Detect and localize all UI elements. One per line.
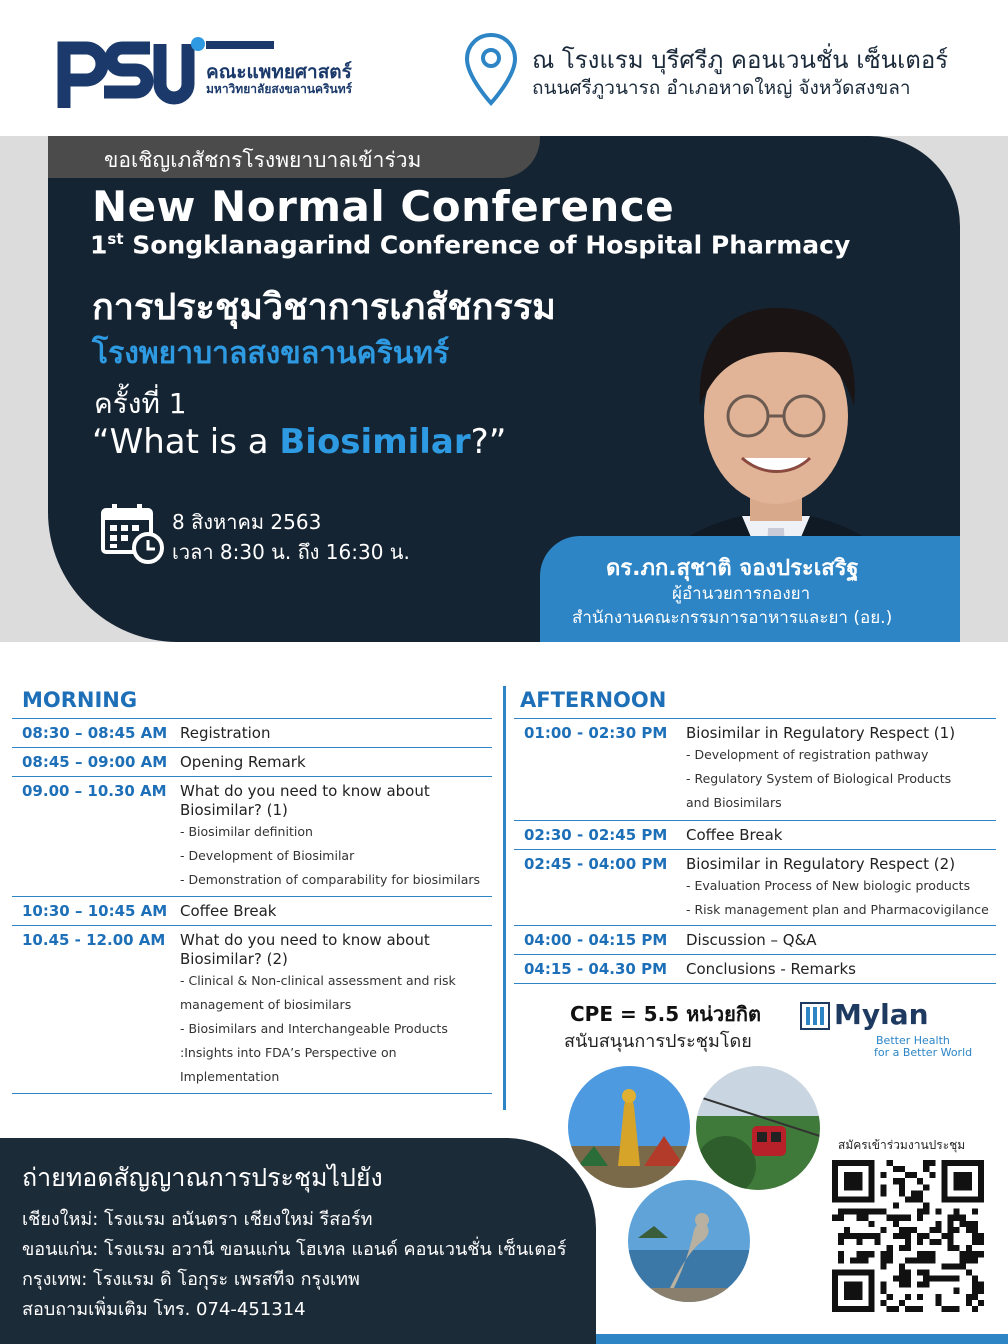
- cable-car-photo: [696, 1066, 820, 1190]
- sponsor-tagline-1: Better Health: [876, 1034, 950, 1047]
- thai-title: การประชุมวิชาการเภสัชกรรม: [92, 287, 556, 328]
- session-detail: Implementation: [180, 1069, 280, 1084]
- schedule-row: [12, 925, 492, 1093]
- session-detail: management of biosimilars: [180, 997, 352, 1012]
- calendar-clock-icon: [100, 502, 166, 566]
- session-time: 04:15 - 04.30 PM: [524, 960, 668, 978]
- session-title: Opening Remark: [180, 753, 306, 771]
- session-title: Coffee Break: [180, 902, 277, 920]
- topic-question: [92, 422, 506, 462]
- venue-line-2: ถนนศรีภูวนารถ อำเภอหาดใหญ่ จังหวัดสงขลา: [532, 77, 911, 99]
- registration-qr-code[interactable]: [832, 1160, 984, 1312]
- session-title: What do you need to know about: [180, 931, 430, 949]
- session-title: What do you need to know about: [180, 782, 430, 800]
- schedule-row: [514, 718, 996, 820]
- header: [0, 0, 1008, 136]
- hero-banner: [0, 136, 1008, 642]
- session-title: Registration: [180, 724, 271, 742]
- session-time: 10:30 – 10:45 AM: [22, 902, 168, 920]
- psu-logo: [56, 36, 206, 112]
- conference-subtitle: [90, 230, 850, 259]
- session-detail: - Biosimilars and Interchangeable Products: [180, 1021, 448, 1036]
- session-time: 02:30 - 02:45 PM: [524, 826, 668, 844]
- session-time: 08:30 – 08:45 AM: [22, 724, 168, 742]
- conference-title: New Normal Conference: [92, 182, 675, 231]
- speaker-role: ผู้อำนวยการกองยา: [672, 584, 811, 604]
- session-detail: - Development of Biosimilar: [180, 848, 355, 863]
- contact-phone: สอบถามเพิ่มเติม โทร. 074-451314: [22, 1299, 306, 1320]
- session-detail: - Biosimilar definition: [180, 824, 313, 839]
- session-title: Biosimilar? (2): [180, 950, 288, 968]
- venue-line-1: ณ โรงแรม บุรีศรีภู คอนเวนชั่น เซ็นเตอร์: [532, 46, 949, 74]
- column-divider: [503, 686, 506, 1110]
- topic-open: “What is a: [92, 422, 280, 462]
- session-detail: - Risk management plan and Pharmacovigilance: [686, 902, 989, 917]
- session-time: 09.00 – 10.30 AM: [22, 782, 167, 800]
- location-pin-icon: [464, 32, 518, 106]
- session-title: Biosimilar in Regulatory Respect (1): [686, 724, 956, 742]
- broadcast-khonkaen: ขอนแก่น: โรงแรม อวานี ขอนแก่น โฮเทล แอนด์ คอนเวนชั่น เซ็นเตอร์: [22, 1239, 567, 1260]
- session-detail: - Regulatory System of Biological Products: [686, 771, 952, 786]
- session-detail: :Insights into FDA’s Perspective on: [180, 1045, 397, 1060]
- session-title: Discussion – Q&A: [686, 931, 817, 949]
- schedule-bottom-rule: [12, 1093, 492, 1094]
- topic-highlight: Biosimilar: [279, 422, 471, 462]
- session-title: Biosimilar? (1): [180, 801, 288, 819]
- schedule-row: [514, 954, 996, 983]
- event-date: 8 สิงหาคม 2563: [172, 510, 322, 534]
- thai-edition: ครั้งที่ 1: [94, 387, 187, 420]
- mermaid-statue-photo: [628, 1180, 750, 1302]
- sponsor-name: Mylan: [834, 998, 929, 1031]
- speaker-organization: สำนักงานคณะกรรมการอาหารและยา (อย.): [572, 608, 893, 628]
- conference-ordinal: 1: [90, 230, 108, 260]
- afternoon-heading: AFTERNOON: [520, 688, 667, 712]
- invite-text: ขอเชิญเภสัชกรโรงพยาบาลเข้าร่วม: [104, 148, 422, 172]
- sponsor-label: สนับสนุนการประชุมโดย: [564, 1031, 752, 1052]
- bottom-stripe: [596, 1334, 1008, 1344]
- session-time: 04:00 - 04:15 PM: [524, 931, 668, 949]
- broadcast-chiangmai: เชียงใหม่: โรงแรม อนันตรา เชียงใหม่ รีสอร์ท: [22, 1209, 373, 1230]
- thai-hospital: โรงพยาบาลสงขลานครินทร์: [92, 336, 450, 371]
- register-label: สมัครเข้าร่วมงานประชุม: [838, 1138, 966, 1152]
- faculty-bar: [206, 41, 274, 49]
- schedule-bottom-rule: [514, 983, 996, 984]
- broadcast-bangkok: กรุงเทพ: โรงแรม ดิ โอกุระ เพรสทีจ กรุงเทพ: [22, 1269, 360, 1290]
- session-title: Conclusions - Remarks: [686, 960, 856, 978]
- cpe-credits: CPE = 5.5 หน่วยกิต: [570, 1002, 761, 1026]
- schedule-row: [514, 849, 996, 925]
- schedule-row: [514, 820, 996, 849]
- session-time: 01:00 - 02:30 PM: [524, 724, 668, 742]
- session-title: Coffee Break: [686, 826, 783, 844]
- mylan-logo-icon: [800, 1002, 830, 1030]
- session-time: 10.45 - 12.00 AM: [22, 931, 166, 949]
- session-detail: - Demonstration of comparability for biosimilars: [180, 872, 481, 887]
- session-title: Biosimilar in Regulatory Respect (2): [686, 855, 956, 873]
- morning-heading: MORNING: [22, 688, 138, 712]
- faculty-name: คณะแพทยศาสตร์: [206, 61, 352, 83]
- schedule-row: [12, 747, 492, 776]
- broadcast-title: ถ่ายทอดสัญญาณการประชุมไปยัง: [22, 1163, 383, 1192]
- schedule-row: [514, 925, 996, 954]
- topic-close: ?”: [470, 422, 507, 462]
- buddha-statue-photo: [568, 1066, 690, 1188]
- session-detail: - Development of registration pathway: [686, 747, 929, 762]
- speaker-name: ดร.ภก.สุชาติ จองประเสริฐ: [606, 556, 859, 581]
- faculty-subtitle: มหาวิทยาลัยสงขลานครินทร์: [206, 82, 353, 96]
- schedule-row: [12, 718, 492, 747]
- session-detail: and Biosimilars: [686, 795, 782, 810]
- schedule-row: [12, 776, 492, 896]
- conference-subtitle-text: Songklanagarind Conference of Hospital Pharmacy: [123, 230, 851, 260]
- session-detail: - Clinical & Non-clinical assessment and risk: [180, 973, 456, 988]
- sponsor-tagline-2: for a Better World: [874, 1046, 973, 1059]
- conference-ordinal-suffix: st: [107, 230, 124, 248]
- event-time: เวลา 8:30 น. ถึง 16:30 น.: [172, 540, 410, 564]
- session-detail: - Evaluation Process of New biologic products: [686, 878, 971, 893]
- schedule-row: [12, 896, 492, 925]
- session-time: 08:45 – 09:00 AM: [22, 753, 168, 771]
- session-time: 02:45 - 04:00 PM: [524, 855, 668, 873]
